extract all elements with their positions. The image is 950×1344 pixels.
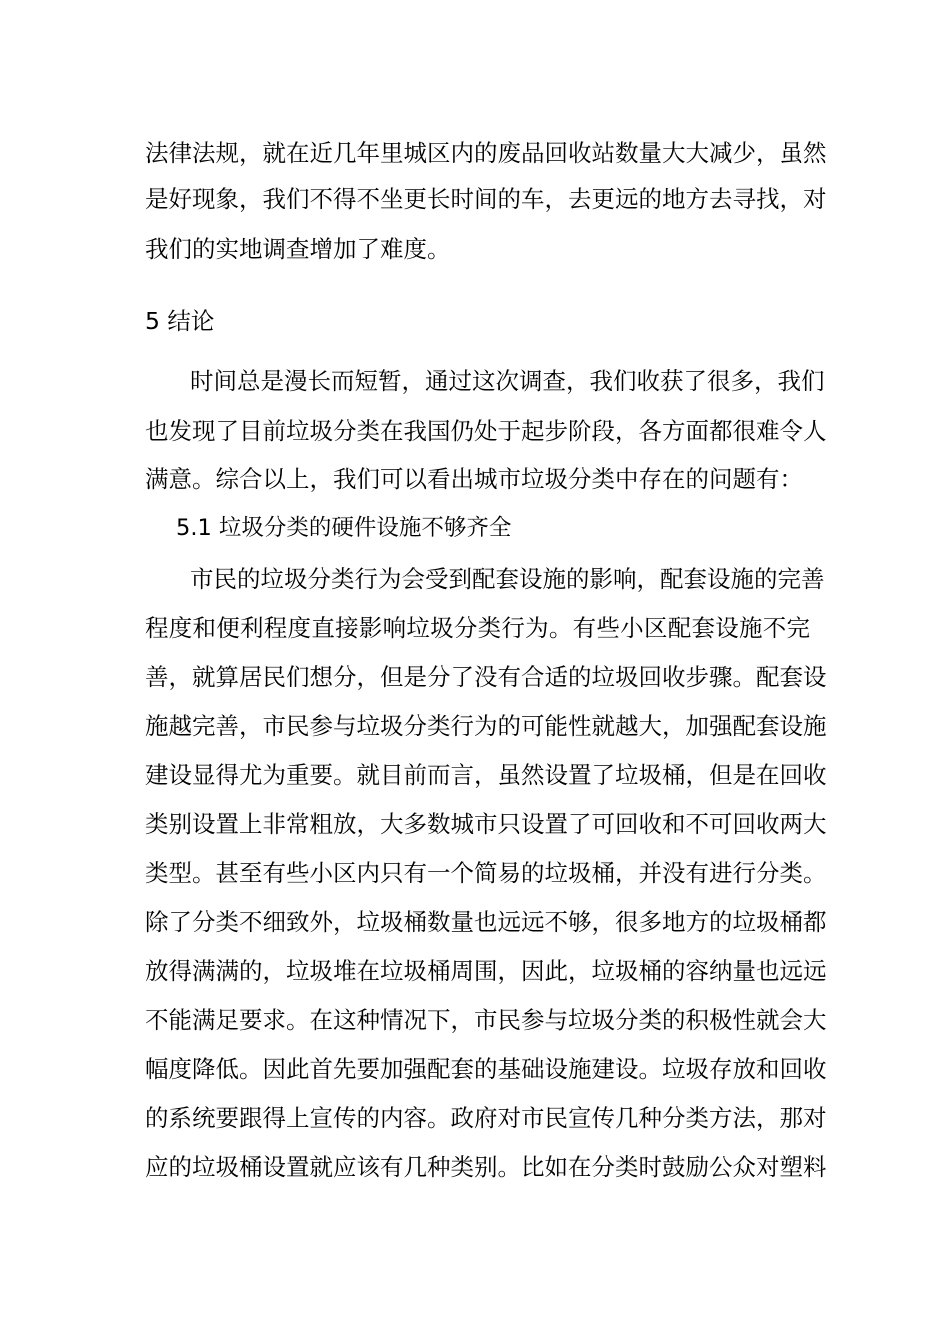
paragraph-line: 也发现了目前垃圾分类在我国仍处于起步阶段，各方面都很难令人 [145, 417, 827, 445]
subsection-heading: 5.1 垃圾分类的硬件设施不够齐全 [176, 515, 512, 541]
paragraph-line: 建设显得尤为重要。就目前而言，虽然设置了垃圾桶，但是在回收 [145, 761, 827, 789]
paragraph-line: 是好现象，我们不得不坐更长时间的车，去更远的地方去寻找，对 [145, 185, 827, 213]
paragraph-line: 满意。综合以上，我们可以看出城市垃圾分类中存在的问题有： [145, 465, 803, 493]
paragraph-line: 我们的实地调查增加了难度。 [145, 235, 451, 263]
paragraph-line: 善，就算居民们想分，但是分了没有合适的垃圾回收步骤。配套设 [145, 663, 827, 691]
paragraph-line: 类别设置上非常粗放，大多数城市只设置了可回收和不可回收两大 [145, 810, 827, 838]
paragraph-line: 市民的垃圾分类行为会受到配套设施的影响，配套设施的完善 [190, 565, 825, 593]
paragraph-line: 幅度降低。因此首先要加强配套的基础设施建设。垃圾存放和回收 [145, 1055, 827, 1083]
paragraph-line: 法律法规，就在近几年里城区内的废品回收站数量大大减少，虽然 [145, 139, 827, 167]
paragraph-line: 应的垃圾桶设置就应该有几种类别。比如在分类时鼓励公众对塑料 [145, 1153, 827, 1181]
paragraph-line: 程度和便利程度直接影响垃圾分类行为。有些小区配套设施不完 [145, 614, 810, 642]
paragraph-line: 施越完善，市民参与垃圾分类行为的可能性就越大，加强配套设施 [145, 712, 827, 740]
paragraph-line: 放得满满的，垃圾堆在垃圾桶周围，因此，垃圾桶的容纳量也远远 [145, 957, 827, 985]
paragraph-line: 的系统要跟得上宣传的内容。政府对市民宣传几种分类方法，那对 [145, 1104, 827, 1132]
paragraph-line: 类型。甚至有些小区内只有一个简易的垃圾桶，并没有进行分类。 [145, 859, 827, 887]
paragraph-line: 时间总是漫长而短暂，通过这次调查，我们收获了很多，我们 [190, 367, 825, 395]
paragraph-line: 除了分类不细致外，垃圾桶数量也远远不够，很多地方的垃圾桶都 [145, 908, 827, 936]
section-heading: 5 结论 [145, 307, 215, 335]
paragraph-line: 不能满足要求。在这种情况下，市民参与垃圾分类的积极性就会大 [145, 1006, 827, 1034]
